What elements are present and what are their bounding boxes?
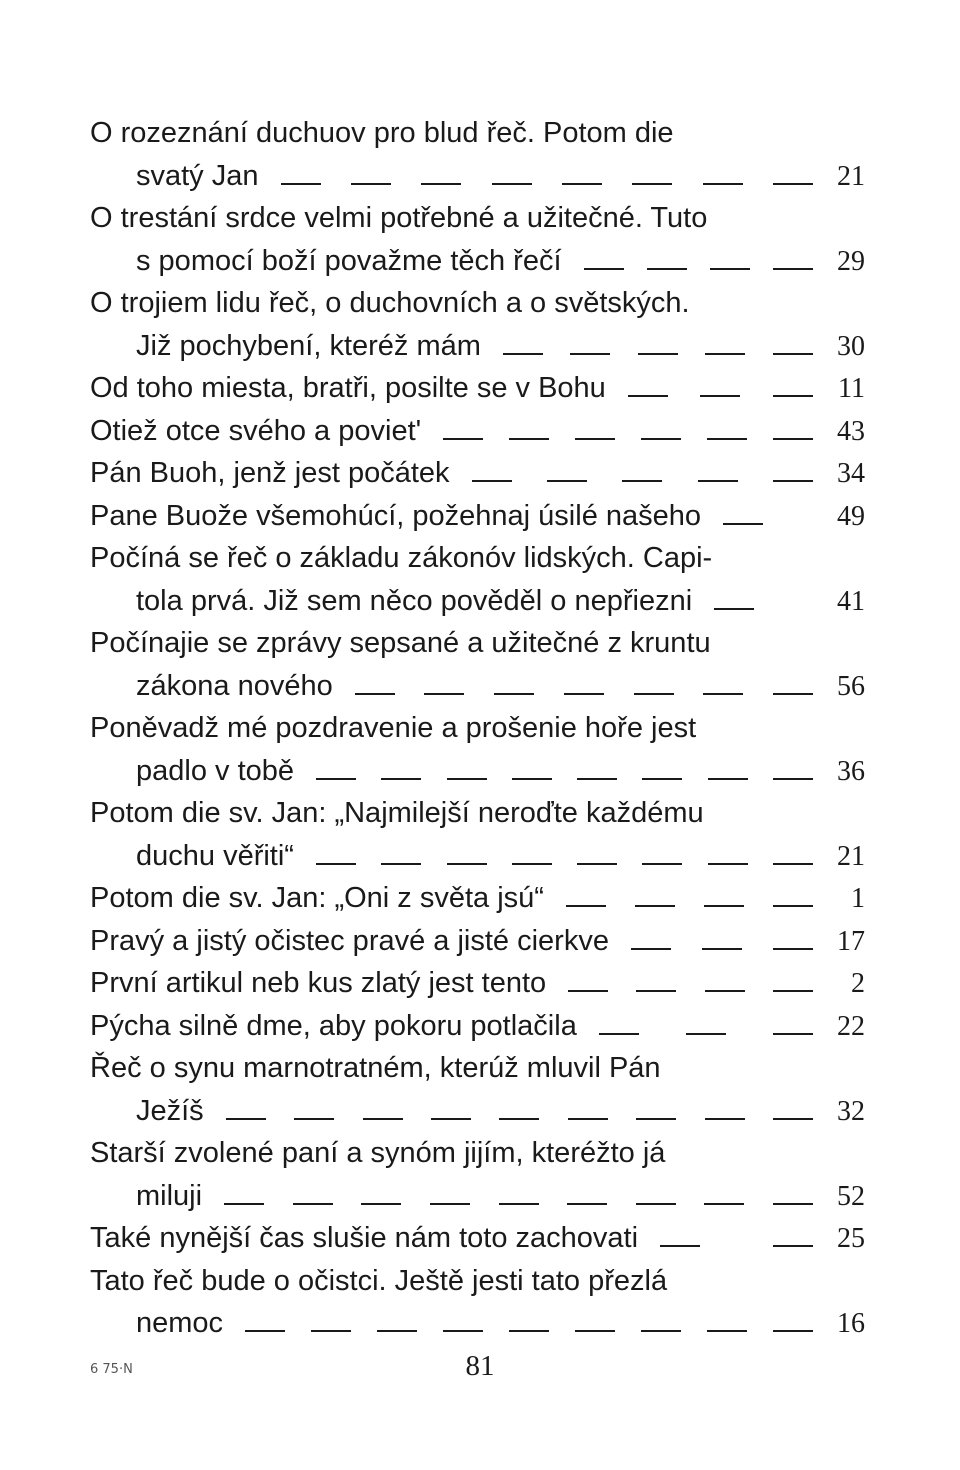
toc-line-text: zákona nového [136, 669, 333, 702]
toc-line [90, 622, 865, 665]
leader-dash [575, 438, 615, 440]
leader-dash [636, 990, 676, 992]
toc-line-text: O rozeznání duchuov pro blud řeč. Potom die [90, 117, 674, 149]
leader-dash [577, 778, 617, 780]
toc-line [90, 1090, 865, 1133]
leader-dash [245, 1330, 285, 1332]
dash-leaders [701, 519, 831, 525]
leader-dash [564, 693, 604, 695]
toc-line [90, 282, 865, 325]
toc-line-text: Starší zvolené paní a synóm jijím, kteréžto já [90, 1137, 666, 1169]
leader-dash [698, 480, 738, 482]
toc-line-text: Počíná se řeč o základu zákonóv lidských. Capi- [90, 542, 713, 574]
toc-line [90, 1302, 865, 1345]
leader-dash [577, 863, 617, 865]
toc-line-text: První artikul neb kus zlatý jest tento [90, 967, 547, 999]
toc-line-text: Pán Buoh, jenž jest počátek [90, 457, 450, 489]
leader-dash [641, 1330, 681, 1332]
leader-dash [226, 1118, 266, 1120]
toc-line [90, 877, 865, 920]
toc-line [90, 792, 865, 835]
leader-dash [377, 1330, 417, 1332]
toc-line-text: Potom die sv. Jan: „Oni z světa jsú“ [90, 882, 544, 914]
toc-line-text: Již pochybení, kteréž mám [136, 329, 481, 362]
leader-dash [647, 268, 687, 270]
toc-line [90, 665, 865, 708]
leader-dash [499, 1118, 539, 1120]
leader-dash [494, 693, 534, 695]
toc-line-text: Od toho miesta, bratři, posilte se v Bohu [90, 372, 606, 404]
leader-dash [351, 183, 391, 185]
leader-dash [705, 1118, 745, 1120]
toc-line [90, 452, 865, 495]
leader-dash [224, 1203, 264, 1205]
leader-dash [636, 1118, 676, 1120]
printer-signature: 6 75·N [90, 1362, 133, 1377]
leader-dash [773, 1245, 813, 1247]
leader-dash [431, 1118, 471, 1120]
leader-dash [708, 863, 748, 865]
leader-dash [707, 1330, 747, 1332]
toc-line-text: Pýcha silně dme, aby pokoru potlačila [90, 1009, 577, 1042]
dash-leaders [481, 349, 831, 355]
dash-leaders [609, 944, 831, 950]
leader-dash [704, 1203, 744, 1205]
toc-page-ref: 43 [837, 415, 865, 447]
toc-line [90, 537, 865, 580]
dash-leaders [606, 391, 831, 397]
toc-page-ref: 29 [837, 245, 865, 277]
toc-line [90, 197, 865, 240]
leader-dash [773, 395, 813, 397]
toc-page-ref: 17 [837, 925, 865, 957]
toc-line-text: Pravý a jistý očistec pravé a jisté cierkve [90, 924, 609, 957]
toc-line [90, 112, 865, 155]
toc-page-ref: 49 [837, 500, 865, 532]
leader-dash [562, 183, 602, 185]
toc-page-ref: 21 [837, 160, 865, 192]
leader-dash [512, 778, 552, 780]
leader-dash [628, 395, 668, 397]
leader-dash [773, 1033, 813, 1035]
dash-leaders [421, 434, 831, 440]
toc-line [90, 1047, 865, 1090]
dash-leaders [450, 476, 831, 482]
leader-dash [773, 1330, 813, 1332]
leader-dash [642, 863, 682, 865]
toc-page-ref: 34 [837, 458, 865, 489]
dash-leaders [333, 689, 831, 695]
leader-dash [381, 863, 421, 865]
leader-dash [447, 778, 487, 780]
toc-page-ref: 16 [837, 1308, 865, 1339]
leader-dash [316, 778, 356, 780]
leader-dash [635, 905, 675, 907]
leader-dash [472, 480, 512, 482]
leader-dash [599, 1033, 639, 1035]
toc-line [90, 367, 865, 410]
leader-dash [430, 1203, 470, 1205]
leader-dash [355, 693, 395, 695]
toc-line [90, 580, 865, 623]
toc-line-text: Poněvadž mé pozdravenie a prošenie hoře jest [90, 712, 697, 744]
leader-dash [631, 948, 671, 950]
page-number: 81 [465, 1350, 495, 1382]
leader-dash [443, 438, 483, 440]
leader-dash [568, 990, 608, 992]
leader-dash [773, 183, 813, 185]
leader-dash [509, 438, 549, 440]
leader-dash [773, 905, 813, 907]
toc-line-text: svatý Jan [136, 159, 259, 192]
toc-line [90, 1175, 865, 1218]
dash-leaders [692, 604, 831, 610]
leader-dash [686, 1033, 726, 1035]
toc-line-text: s pomocí boží považme těch řečí [136, 244, 562, 277]
leader-dash [700, 395, 740, 397]
toc-page-ref: 22 [837, 1010, 865, 1042]
toc-line-text: Řeč o synu marnotratném, kterúž mluvil Pán [90, 1052, 661, 1084]
toc-line-text: O trestání srdce velmi potřebné a užitečné. Tuto [90, 202, 708, 234]
leader-dash [566, 905, 606, 907]
leader-dash [568, 1118, 608, 1120]
toc-line-text: Počínajie se zprávy sepsané a užitečné z kruntu [90, 627, 711, 659]
toc-line-text: nemoc [136, 1307, 224, 1339]
leader-dash [447, 863, 487, 865]
toc-page-ref: 56 [837, 670, 865, 702]
leader-dash [773, 778, 813, 780]
toc-line-text: miluji [136, 1179, 203, 1212]
dash-leaders [562, 264, 831, 270]
toc-line-text: Potom die sv. Jan: „Najmilejší neroďte každému [90, 797, 704, 829]
toc-line-text: Otiež otce svého a poviet' [90, 414, 422, 447]
toc-line [90, 707, 865, 750]
toc-line [90, 1217, 865, 1260]
leader-dash [421, 183, 461, 185]
leader-dash [547, 480, 587, 482]
leader-dash [567, 1203, 607, 1205]
leader-dash [773, 693, 813, 695]
leader-dash [773, 948, 813, 950]
toc-line-text: tola prvá. Již sem něco pověděl o nepřiezni [136, 584, 693, 617]
toc-line [90, 410, 865, 453]
leader-dash [636, 1203, 676, 1205]
toc-line [90, 835, 865, 878]
leader-dash [632, 183, 672, 185]
leader-dash [363, 1118, 403, 1120]
dash-leaders [202, 1199, 831, 1205]
leader-dash [773, 268, 813, 270]
leader-dash [773, 480, 813, 482]
toc-line [90, 495, 865, 538]
leader-dash [773, 438, 813, 440]
toc-line [90, 750, 865, 793]
toc-page-ref: 21 [837, 840, 865, 872]
leader-dash [424, 693, 464, 695]
leader-dash [773, 1203, 813, 1205]
leader-dash [499, 1203, 539, 1205]
toc-line-text: Ježíš [136, 1094, 204, 1127]
toc-page-ref: 2 [851, 968, 865, 999]
leader-dash [773, 863, 813, 865]
toc-page-ref: 11 [838, 373, 865, 404]
leader-dash [634, 693, 674, 695]
leader-dash [773, 353, 813, 355]
leader-dash [710, 268, 750, 270]
leader-dash [714, 608, 754, 610]
leader-dash [509, 1330, 549, 1332]
leader-dash [705, 353, 745, 355]
dash-leaders [259, 179, 832, 185]
toc-page-ref: 1 [851, 883, 865, 914]
leader-dash [703, 693, 743, 695]
leader-dash [703, 183, 743, 185]
dash-leaders [294, 774, 831, 780]
leader-dash [311, 1330, 351, 1332]
leader-dash [708, 778, 748, 780]
leader-dash [723, 523, 763, 525]
toc-line [90, 155, 865, 198]
toc-page-ref: 36 [837, 755, 865, 787]
leader-dash [512, 863, 552, 865]
leader-dash [381, 778, 421, 780]
toc-line-text: Také nynější čas slušie nám toto zachovati [90, 1222, 639, 1254]
dash-leaders [638, 1241, 831, 1247]
toc-line-text: Pane Buože všemohúcí, požehnaj úsilé našeho [90, 499, 702, 532]
dash-leaders [544, 901, 831, 907]
leader-dash [293, 1203, 333, 1205]
toc-page-ref: 30 [837, 330, 865, 362]
leader-dash [705, 990, 745, 992]
leader-dash [294, 1118, 334, 1120]
leader-dash [503, 353, 543, 355]
leader-dash [361, 1203, 401, 1205]
dash-leaders [577, 1029, 831, 1035]
toc-line [90, 325, 865, 368]
leader-dash [773, 990, 813, 992]
dash-leaders [204, 1114, 831, 1120]
dash-leaders [546, 986, 831, 992]
leader-dash [707, 438, 747, 440]
leader-dash [443, 1330, 483, 1332]
leader-dash [281, 183, 321, 185]
toc-page-ref: 41 [837, 585, 865, 617]
leader-dash [702, 948, 742, 950]
leader-dash [641, 438, 681, 440]
leader-dash [316, 863, 356, 865]
toc-line [90, 962, 865, 1005]
leader-dash [584, 268, 624, 270]
toc-line [90, 1005, 865, 1048]
leader-dash [704, 905, 744, 907]
toc-line [90, 920, 865, 963]
toc-line-text: padlo v tobě [136, 754, 295, 787]
toc-line [90, 1260, 865, 1303]
leader-dash [570, 353, 610, 355]
toc-line-text: Tato řeč bude o očistci. Ještě jesti tato přezlá [90, 1264, 668, 1297]
leader-dash [622, 480, 662, 482]
leader-dash [642, 778, 682, 780]
leader-dash [575, 1330, 615, 1332]
leader-dash [638, 353, 678, 355]
leader-dash [773, 1118, 813, 1120]
toc-line [90, 240, 865, 283]
dash-leaders [294, 859, 831, 865]
toc-page-ref: 52 [837, 1180, 865, 1212]
toc-page-ref: 32 [837, 1095, 865, 1127]
toc-line [90, 1132, 865, 1175]
toc-page-ref: 25 [837, 1223, 865, 1254]
leader-dash [660, 1245, 700, 1247]
dash-leaders [223, 1326, 831, 1332]
toc-line-text: duchu věřiti“ [136, 839, 294, 872]
leader-dash [492, 183, 532, 185]
toc-line-text: O trojiem lidu řeč, o duchovních a o světských. [90, 287, 690, 319]
table-of-contents [90, 112, 865, 1345]
